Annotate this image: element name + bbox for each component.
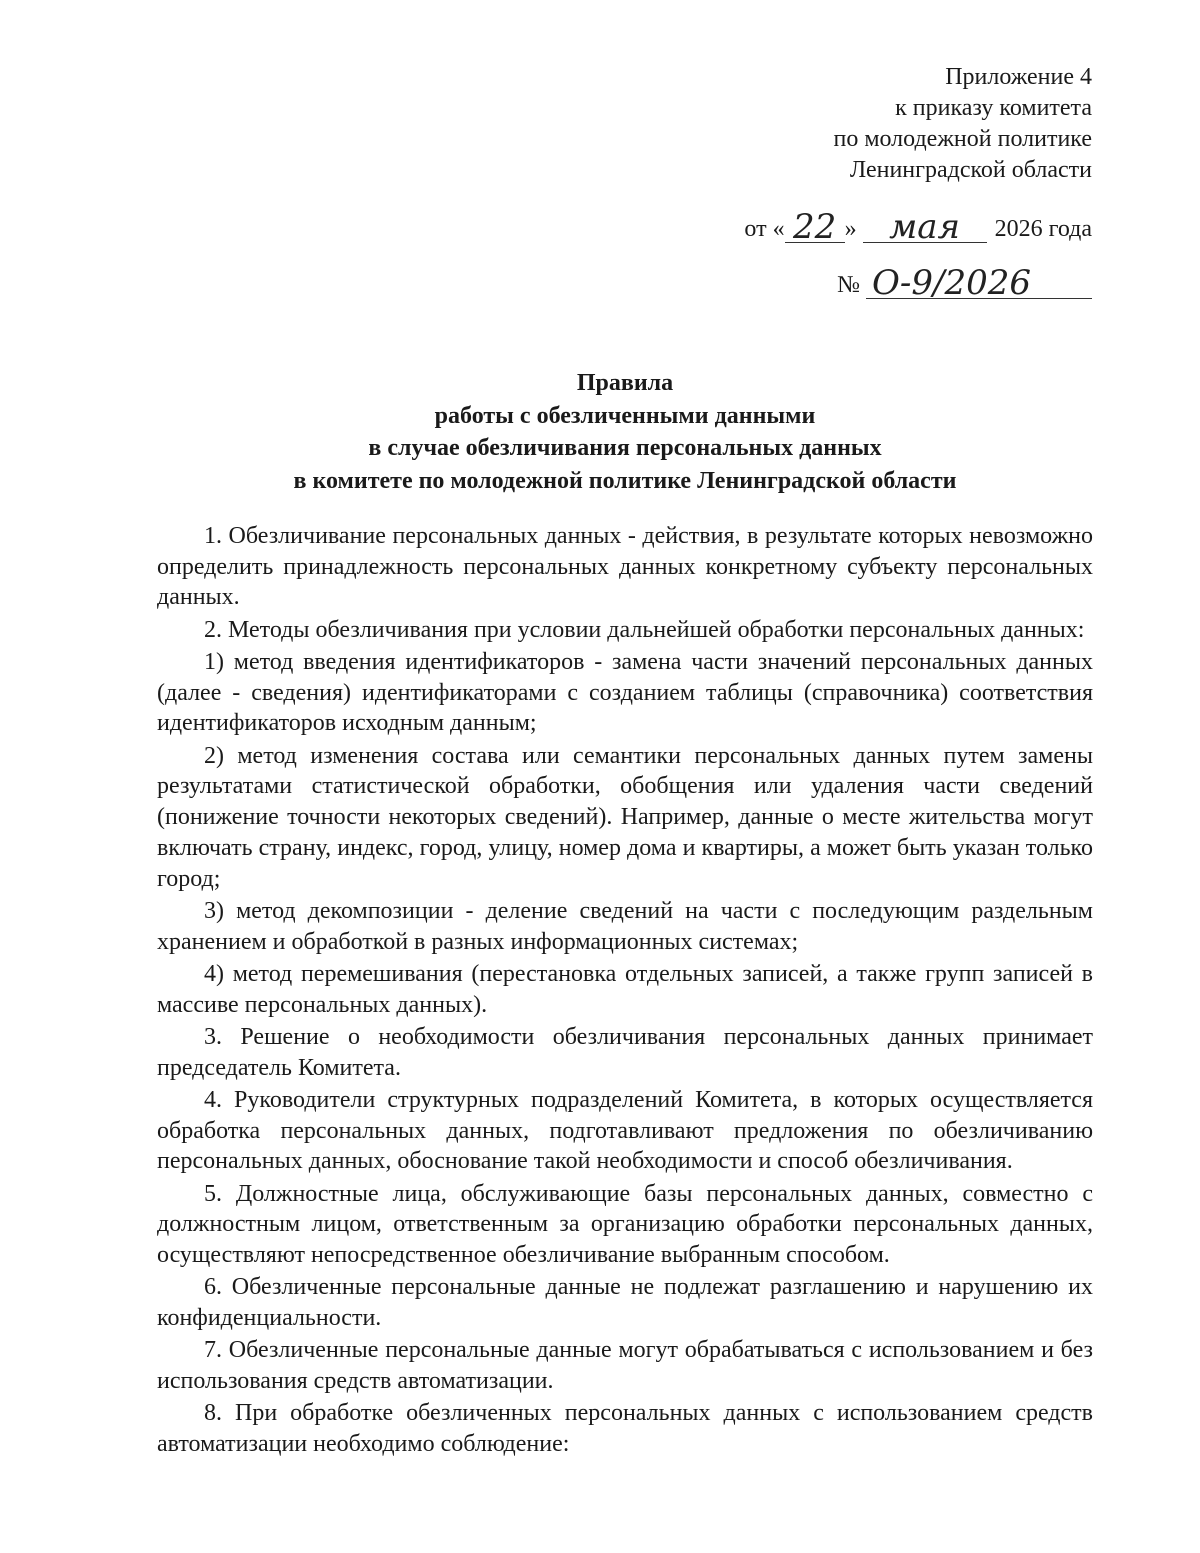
handwritten-month: мая xyxy=(863,212,987,243)
title-line-1: Правила xyxy=(576,370,674,396)
date-year: 2026 года xyxy=(994,216,1092,242)
paragraph: 3. Решение о необходимости обезличивания персональных данных принимает председатель Комитета. xyxy=(157,1023,1093,1081)
paragraph: 8. При обработке обезличенных персональных данных с использованием средств автоматизации необходимо соблюдение: xyxy=(157,1400,1093,1457)
paragraph: 3) метод декомпозиции - деление сведений на части с последующим раздельным хранением и обработкой в разных информационных системах; xyxy=(157,897,1093,955)
title-line-3: в случае обезличивания персональных данных xyxy=(368,435,882,461)
paragraph: 1) метод введения идентификаторов - замена части значений персональных данных (далее - сведения) идентификаторами с созданием таблицы (справочника) соответствия идентификаторов исходным данным; xyxy=(157,649,1093,737)
handwritten-day: 22 xyxy=(785,212,845,243)
appendix-committee: по молодежной политике xyxy=(833,126,1092,152)
paragraph: 6. Обезличенные персональные данные не подлежат разглашению и нарушению их конфиденциальности. xyxy=(157,1274,1093,1331)
number-sign: № xyxy=(837,272,860,298)
paragraph: 1. Обезличивание персональных данных - действия, в результате которых невозможно определить принадлежность персональных данных конкретному субъекту персональных данных. xyxy=(157,523,1093,611)
order-number xyxy=(837,263,1092,303)
appendix-header xyxy=(833,62,1092,186)
document-title xyxy=(0,367,1200,497)
appendix-region: Ленинградской области xyxy=(849,157,1092,183)
appendix-order-ref: к приказу комитета xyxy=(895,95,1092,121)
paragraph: 4) метод перемешивания (перестановка отдельных записей, а также групп записей в массиве персональных данных). xyxy=(157,960,1093,1018)
order-date xyxy=(744,207,1092,247)
appendix-label: Приложение 4 xyxy=(945,64,1092,90)
paragraph: 5. Должностные лица, обслуживающие базы персональных данных, совместно с должностным лицом, ответственным за организацию обработки персональных данных, осуществляют непосредственное обезличивание выбранным способом. xyxy=(157,1180,1093,1268)
handwritten-number: О-9/2026 xyxy=(866,268,1092,299)
date-quote-close: » xyxy=(844,216,857,242)
date-prefix: от « xyxy=(744,216,785,242)
title-line-2: работы с обезличенными данными xyxy=(434,402,816,429)
document-body xyxy=(157,521,1093,1461)
paragraph: 4. Руководители структурных подразделений Комитета, в которых осуществляется обработка персональных данных, подготавливают предложения по обезличиванию персональных данных, обоснование такой необходимости и способ обезличивания. xyxy=(157,1086,1093,1175)
paragraph: 7. Обезличенные персональные данные могут обрабатываться с использованием и без использования средств автоматизации. xyxy=(157,1337,1093,1394)
paragraph: 2) метод изменения состава или семантики персональных данных путем замены результатами статистической обработки, обобщения или удаления части сведений (понижение точности некоторых сведений). Например, данные о месте жительства могут включать страну, индекс, город, улицу, номер дома и квартиры, а может быть указан только город; xyxy=(157,742,1093,892)
title-line-4: в комитете по молодежной политике Ленинградской области xyxy=(293,467,957,494)
paragraph: 2. Методы обезличивания при условии дальнейшей обработки персональных данных: xyxy=(204,616,1085,643)
